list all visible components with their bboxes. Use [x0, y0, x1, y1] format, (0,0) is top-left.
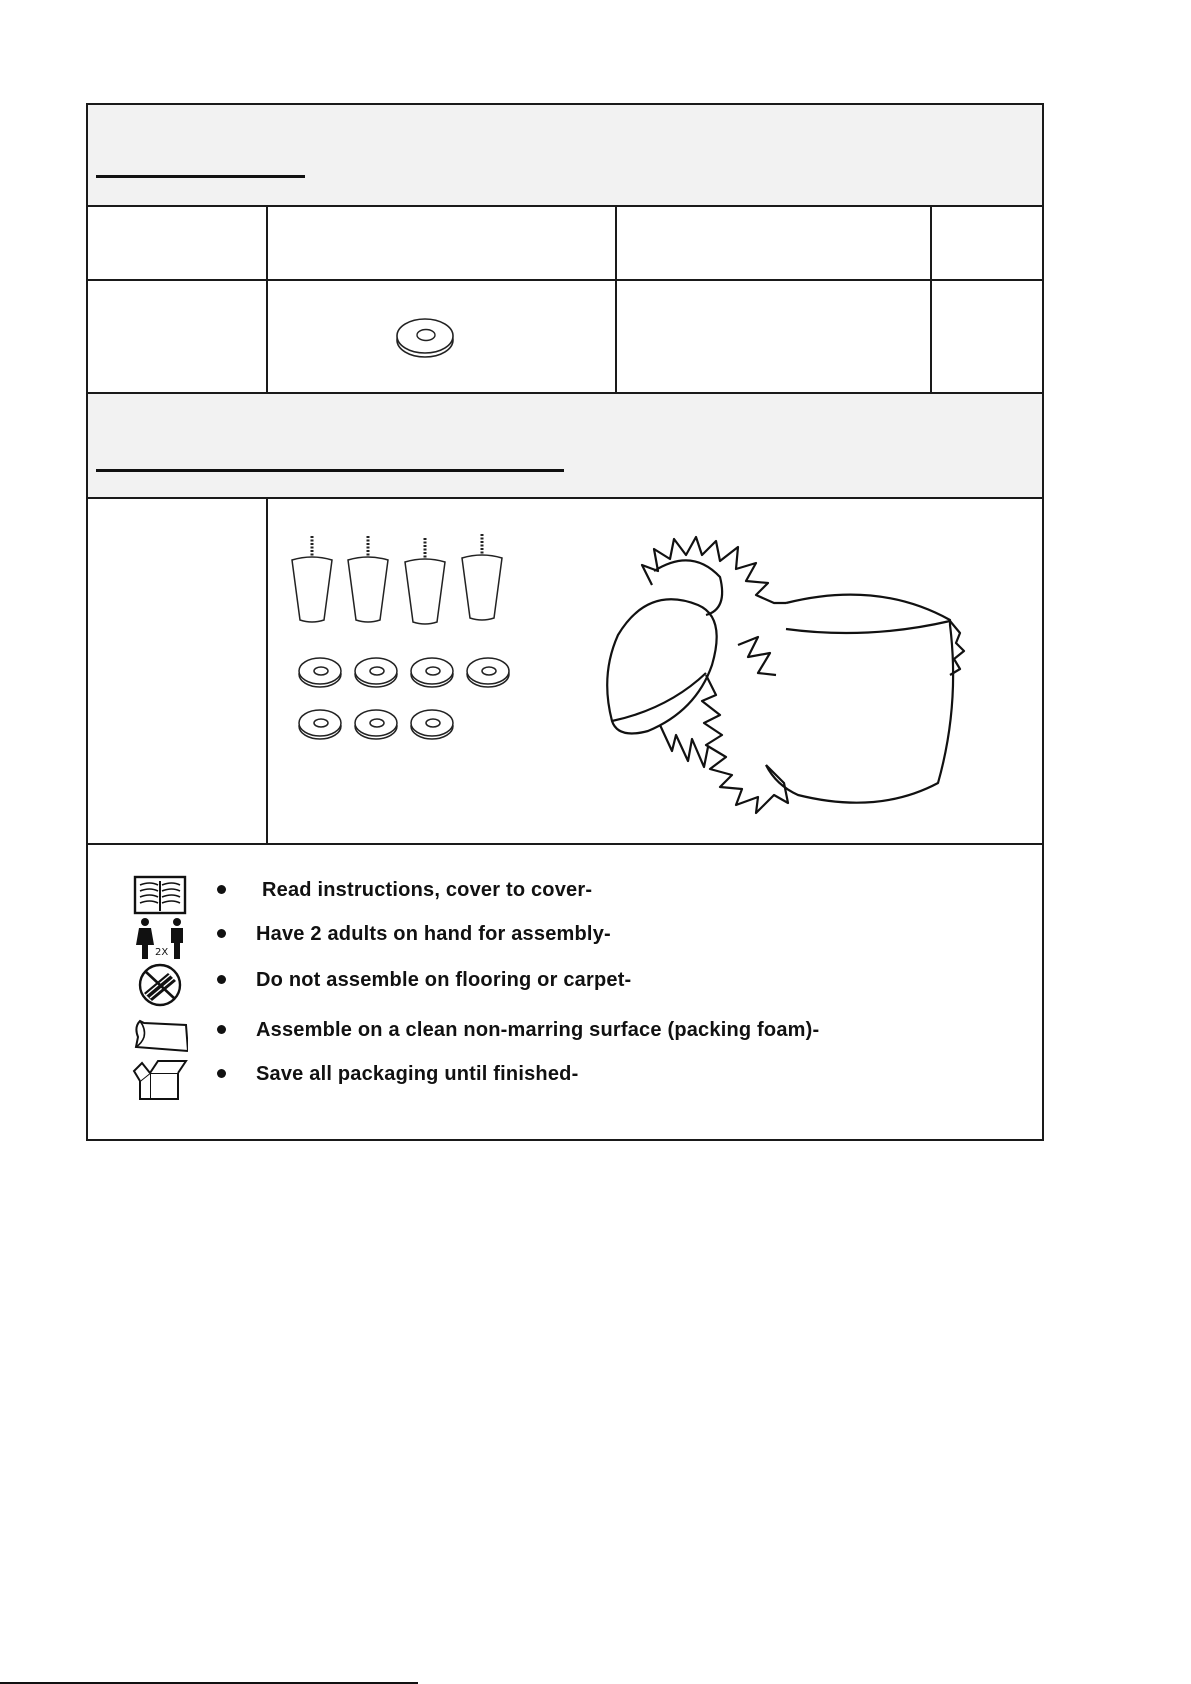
table-row-divider [88, 279, 1042, 281]
two-adults-label: 2X [155, 947, 169, 958]
open-box-icon [132, 1057, 188, 1101]
bullet [217, 885, 226, 894]
foam-sheet-icon [132, 1013, 188, 1057]
bullet [217, 1025, 226, 1034]
note-row [88, 963, 1042, 1007]
washer-icon [393, 310, 457, 364]
note-row [88, 1013, 1042, 1057]
note-text: Do not assemble on flooring or carpet- [256, 969, 632, 991]
bullet [217, 1069, 226, 1078]
book-icon [132, 873, 188, 917]
table-divider [266, 207, 268, 392]
chair-illustration [588, 525, 998, 825]
no-carpet-icon [132, 963, 188, 1007]
note-text: Have 2 adults on hand for assembly- [256, 923, 611, 945]
table-divider [615, 207, 617, 392]
note-row [88, 873, 1042, 917]
assembly-notes [88, 845, 1042, 1141]
note-row [88, 1057, 1042, 1101]
section-header-contents [88, 392, 1042, 499]
note-text: Assemble on a clean non-marring surface (packing foam)- [256, 1019, 820, 1041]
legs-and-washers-illustration [288, 520, 528, 750]
leg-icon [292, 536, 332, 622]
bullet [217, 929, 226, 938]
note-row [88, 917, 1042, 961]
section-header-underline [96, 175, 305, 178]
two-adults-icon [132, 917, 188, 961]
section-header-hardware [88, 105, 1042, 207]
table-divider [930, 207, 932, 392]
table-divider [266, 499, 268, 845]
section-header-underline [96, 469, 564, 472]
instruction-sheet [86, 103, 1044, 1141]
note-text: Read instructions, cover to cover- [262, 879, 593, 901]
note-text: Save all packaging until finished- [256, 1063, 579, 1085]
bullet [217, 975, 226, 984]
